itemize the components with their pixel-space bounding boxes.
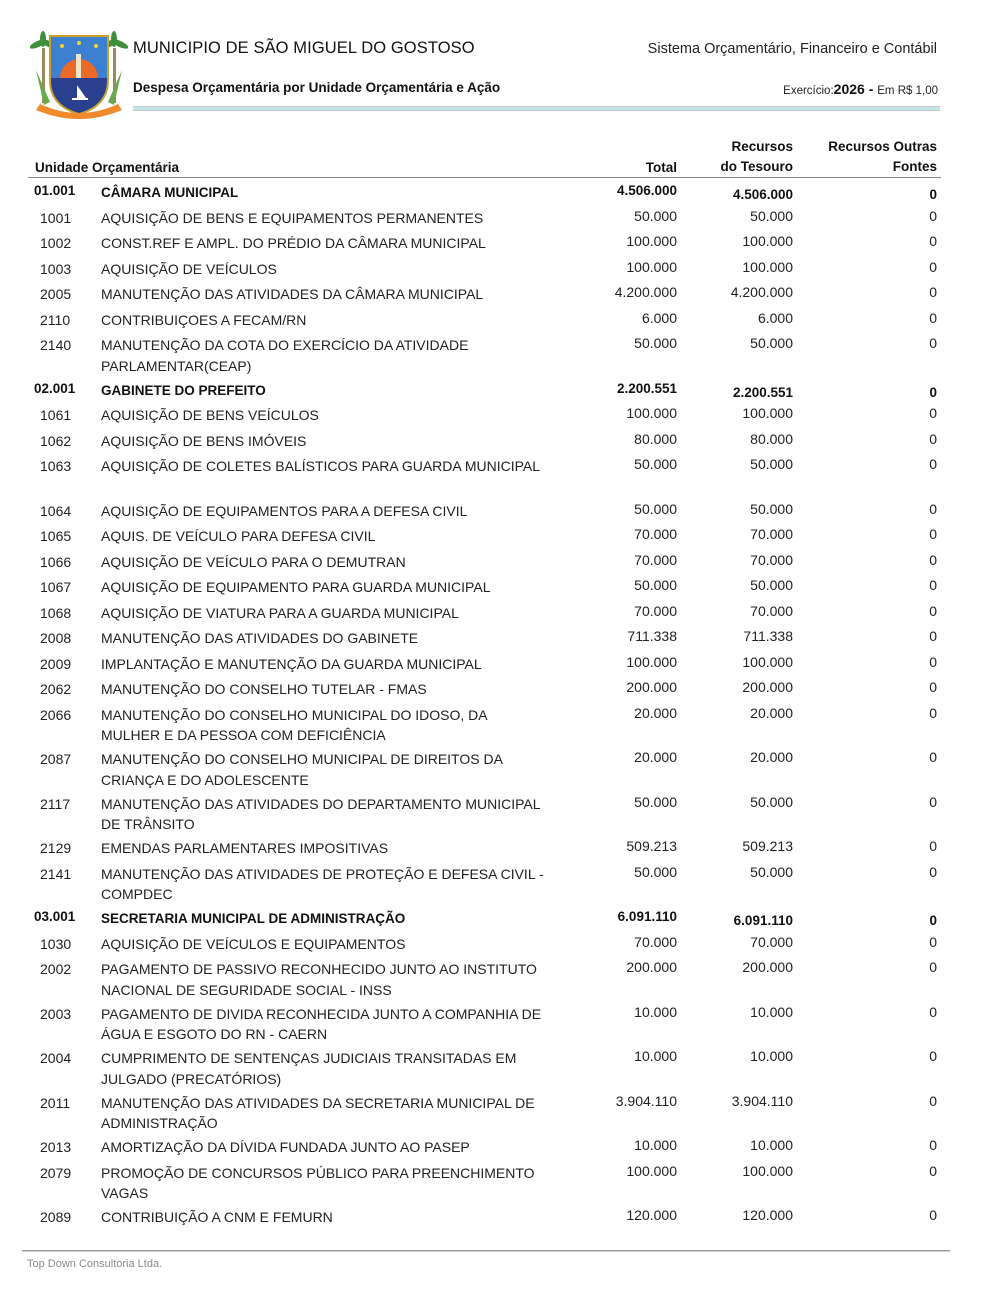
total-value: 6.000 — [641, 309, 677, 326]
outras-fontes-value: 0 — [929, 1207, 937, 1223]
total-value: 10.000 — [634, 1137, 677, 1153]
unit-name: GABINETE DO PREFEITO — [101, 382, 266, 398]
column-header-tesouro-line2: do Tesouro — [720, 159, 793, 174]
total-value: 200.000 — [626, 959, 677, 975]
expense-table — [28, 135, 941, 1229]
outras-fontes-value: 0 — [929, 749, 937, 765]
action-description: PAGAMENTO DE DIVIDA RECONHECIDA JUNTO A COMPANHIA DE ÁGUA E ESGOTO DO RN - CAERN — [101, 1005, 542, 1042]
action-description: MANUTENÇÃO DAS ATIVIDADES DA CÂMARA MUNICIPAL — [101, 286, 484, 302]
header-divider — [133, 106, 940, 111]
action-row — [28, 522, 941, 548]
action-code: 2117 — [40, 795, 71, 812]
unit-row — [28, 904, 941, 930]
action-code: 2004 — [40, 1050, 72, 1066]
total-value: 20.000 — [634, 749, 677, 765]
action-row — [28, 675, 941, 701]
action-row — [28, 955, 941, 1000]
tesouro-value: 4.506.000 — [732, 187, 793, 202]
action-description: AQUISIÇÃO DE VEÍCULOS E EQUIPAMENTOS — [101, 935, 406, 952]
action-code: 1062 — [40, 432, 72, 449]
action-code: 1030 — [40, 935, 72, 952]
tesouro-value: 100.000 — [742, 405, 793, 421]
action-description: MANUTENÇÃO DAS ATIVIDADES DO GABINETE — [101, 630, 419, 646]
action-row — [28, 452, 941, 497]
action-code: 2129 — [40, 840, 72, 856]
column-header-tesouro-line1: Recursos — [731, 139, 793, 154]
outras-fontes-value: 0 — [929, 405, 937, 421]
action-row — [28, 860, 941, 905]
fiscal-year-value: 2026 — [833, 81, 865, 97]
action-row — [28, 1203, 941, 1229]
column-header-outras-line1: Recursos Outras — [828, 139, 937, 154]
action-row — [28, 1159, 941, 1204]
outras-fontes-value: 0 — [929, 526, 937, 542]
tesouro-value: 50.000 — [750, 456, 793, 472]
system-name: Sistema Orçamentário, Financeiro e Contábil — [647, 41, 937, 57]
unit-row — [28, 376, 941, 402]
total-value: 50.000 — [634, 456, 677, 472]
tesouro-value: 80.000 — [750, 430, 793, 447]
outras-fontes-value: 0 — [929, 793, 937, 810]
action-description: CONTRIBUIÇOES A FECAM/RN — [101, 311, 307, 328]
outras-fontes-value: 0 — [929, 679, 937, 695]
tesouro-value: 4.200.000 — [730, 284, 793, 300]
action-row — [28, 255, 941, 281]
unit-code: 01.001 — [34, 183, 76, 198]
tesouro-value: 120.000 — [742, 1207, 793, 1223]
outras-fontes-value: 0 — [929, 913, 937, 928]
total-value: 80.000 — [634, 430, 677, 447]
action-description: MANUTENÇÃO DAS ATIVIDADES DA SECRETARIA MUNICIPAL DE ADMINISTRAÇÃO — [101, 1094, 535, 1131]
tesouro-value: 200.000 — [742, 959, 793, 975]
total-value: 70.000 — [634, 526, 677, 542]
outras-fontes-value: 0 — [929, 1003, 937, 1020]
footer-company: Top Down Consultoria Ltda. — [27, 1258, 163, 1270]
tesouro-value: 6.000 — [757, 309, 793, 326]
outras-fontes-value: 0 — [929, 1137, 937, 1153]
tesouro-value: 50.000 — [750, 793, 793, 810]
outras-fontes-value: 0 — [929, 838, 937, 854]
unit-code: 03.001 — [34, 909, 76, 924]
footer-divider — [22, 1250, 950, 1252]
total-value: 100.000 — [626, 1162, 677, 1179]
outras-fontes-value: 0 — [929, 335, 937, 351]
column-header-tesouro — [721, 137, 794, 177]
action-row — [28, 650, 941, 676]
tesouro-value: 70.000 — [750, 933, 793, 950]
currency-unit: Em R$ 1,00 — [877, 85, 938, 97]
unit-row — [28, 178, 941, 204]
action-description: AQUISIÇÃO DE EQUIPAMENTOS PARA A DEFESA CIVIL — [101, 502, 468, 519]
total-value: 70.000 — [634, 551, 677, 568]
total-value: 3.904.110 — [615, 1092, 677, 1109]
total-value: 50.000 — [634, 500, 677, 517]
total-value: 711.338 — [627, 628, 677, 644]
tesouro-value: 10.000 — [750, 1003, 793, 1020]
action-row — [28, 599, 941, 625]
action-code: 2003 — [40, 1005, 72, 1022]
action-code: 1001 — [40, 209, 72, 226]
outras-fontes-value: 0 — [929, 551, 937, 568]
unit-name: SECRETARIA MUNICIPAL DE ADMINISTRAÇÃO — [101, 911, 406, 926]
action-code: 2079 — [40, 1164, 72, 1181]
action-row — [28, 306, 941, 332]
action-description: EMENDAS PARLAMENTARES IMPOSITIVAS — [101, 840, 389, 856]
action-description: AQUISIÇÃO DE COLETES BALÍSTICOS PARA GUARDA MUNICIPAL — [101, 458, 541, 474]
action-row — [28, 1000, 941, 1045]
action-row — [28, 1133, 941, 1159]
total-value: 50.000 — [634, 335, 677, 351]
tesouro-value: 70.000 — [750, 551, 793, 568]
total-value: 50.000 — [634, 793, 677, 810]
action-description: AQUIS. DE VEÍCULO PARA DEFESA CIVIL — [101, 528, 376, 544]
action-code: 2011 — [40, 1094, 71, 1111]
action-description: AQUISIÇÃO DE VEÍCULO PARA O DEMUTRAN — [101, 553, 406, 570]
action-description: AQUISIÇÃO DE VEÍCULOS — [101, 260, 277, 277]
action-code: 2089 — [40, 1209, 72, 1225]
tesouro-value: 50.000 — [750, 863, 793, 880]
tesouro-value: 200.000 — [742, 679, 793, 695]
action-description: AMORTIZAÇÃO DA DÍVIDA FUNDADA JUNTO AO PASEP — [101, 1139, 470, 1155]
action-description: IMPLANTAÇÃO E MANUTENÇÃO DA GUARDA MUNICIPAL — [101, 655, 482, 672]
tesouro-value: 70.000 — [750, 602, 793, 619]
action-row — [28, 204, 941, 230]
tesouro-value: 10.000 — [750, 1048, 793, 1064]
total-value: 10.000 — [634, 1048, 677, 1064]
table-header — [28, 135, 941, 178]
action-code: 2013 — [40, 1139, 72, 1155]
tesouro-value: 70.000 — [750, 526, 793, 542]
action-row — [28, 930, 941, 956]
action-code: 1002 — [40, 235, 72, 251]
tesouro-value: 20.000 — [750, 704, 793, 721]
outras-fontes-value: 0 — [929, 863, 937, 880]
action-row — [28, 497, 941, 523]
action-description: AQUISIÇÃO DE VIATURA PARA A GUARDA MUNICIPAL — [101, 604, 459, 621]
action-row — [28, 834, 941, 860]
action-row — [28, 701, 941, 746]
outras-fontes-value: 0 — [929, 653, 937, 670]
report-title: Despesa Orçamentária por Unidade Orçamentária e Ação — [133, 80, 501, 95]
total-value: 20.000 — [634, 704, 677, 721]
action-code: 2141 — [40, 865, 72, 882]
action-description: AQUISIÇÃO DE BENS VEÍCULOS — [101, 407, 319, 423]
action-description: MANUTENÇÃO DO CONSELHO TUTELAR - FMAS — [101, 681, 427, 697]
outras-fontes-value: 0 — [929, 1162, 937, 1179]
outras-fontes-value: 0 — [929, 187, 937, 202]
action-row — [28, 548, 941, 574]
outras-fontes-value: 0 — [929, 284, 937, 300]
total-value: 4.506.000 — [616, 183, 677, 198]
total-value: 100.000 — [626, 405, 677, 421]
total-value: 50.000 — [634, 207, 677, 224]
action-code: 1066 — [40, 553, 72, 570]
action-code: 2140 — [40, 337, 72, 353]
action-code: 2009 — [40, 655, 72, 672]
action-code: 2002 — [40, 961, 72, 977]
action-row — [28, 573, 941, 599]
action-row — [28, 229, 941, 255]
action-row — [28, 280, 941, 306]
tesouro-value: 2.200.551 — [732, 384, 793, 400]
table-body — [28, 178, 941, 1229]
total-value: 100.000 — [626, 233, 677, 249]
outras-fontes-value: 0 — [929, 456, 937, 472]
column-header-unit: Unidade Orçamentária — [35, 160, 180, 175]
tesouro-value: 50.000 — [750, 335, 793, 351]
total-value: 200.000 — [626, 679, 677, 695]
tesouro-value: 50.000 — [750, 207, 793, 224]
tesouro-value: 100.000 — [742, 1162, 793, 1179]
action-row — [28, 624, 941, 650]
outras-fontes-value: 0 — [929, 577, 937, 593]
tesouro-value: 50.000 — [750, 500, 793, 517]
action-row — [28, 790, 941, 835]
outras-fontes-value: 0 — [929, 309, 937, 326]
municipality-name: MUNICIPIO DE SÃO MIGUEL DO GOSTOSO — [133, 39, 475, 57]
action-code: 1065 — [40, 528, 72, 544]
fiscal-year-info — [783, 81, 938, 97]
action-description: AQUISIÇÃO DE BENS E EQUIPAMENTOS PERMANENTES — [101, 209, 484, 226]
action-code: 2062 — [40, 681, 72, 697]
tesouro-value: 10.000 — [750, 1137, 793, 1153]
total-value: 2.200.551 — [616, 380, 677, 396]
action-description: CONST.REF E AMPL. DO PRÉDIO DA CÂMARA MUNICIPAL — [101, 235, 486, 251]
tesouro-value: 509.213 — [742, 838, 793, 854]
tesouro-value: 6.091.110 — [733, 913, 793, 928]
outras-fontes-value: 0 — [929, 384, 937, 400]
total-value: 70.000 — [634, 933, 677, 950]
outras-fontes-value: 0 — [929, 207, 937, 224]
outras-fontes-value: 0 — [929, 1092, 937, 1109]
action-code: 1068 — [40, 604, 72, 621]
action-row — [28, 745, 941, 790]
action-row — [28, 401, 941, 427]
action-description: MANUTENÇÃO DO CONSELHO MUNICIPAL DE DIREITOS DA CRIANÇA E DO ADOLESCENTE — [101, 751, 503, 788]
total-value: 100.000 — [626, 653, 677, 670]
action-row — [28, 427, 941, 453]
total-value: 4.200.000 — [614, 284, 677, 300]
action-description: MANUTENÇÃO DAS ATIVIDADES DO DEPARTAMENTO MUNICIPAL DE TRÂNSITO — [101, 795, 540, 832]
action-description: CUMPRIMENTO DE SENTENÇAS JUDICIAIS TRANSITADAS EM JULGADO (PRECATÓRIOS) — [101, 1050, 517, 1087]
action-code: 1067 — [40, 579, 72, 595]
action-row — [28, 1044, 941, 1089]
outras-fontes-value: 0 — [929, 1048, 937, 1064]
action-description: MANUTENÇÃO DA COTA DO EXERCÍCIO DA ATIVIDADE PARLAMENTAR(CEAP) — [101, 337, 469, 374]
action-code: 1061 — [40, 407, 72, 423]
outras-fontes-value: 0 — [929, 258, 937, 275]
action-code: 2066 — [40, 706, 72, 723]
outras-fontes-value: 0 — [929, 628, 937, 644]
action-code: 2005 — [40, 286, 72, 302]
action-code: 1064 — [40, 502, 72, 519]
action-code: 1063 — [40, 458, 72, 474]
column-header-outras — [828, 137, 937, 177]
outras-fontes-value: 0 — [929, 704, 937, 721]
outras-fontes-value: 0 — [929, 430, 937, 447]
action-description: PROMOÇÃO DE CONCURSOS PÚBLICO PARA PREENCHIMENTO VAGAS — [101, 1164, 535, 1201]
tesouro-value: 100.000 — [742, 233, 793, 249]
tesouro-value: 20.000 — [750, 749, 793, 765]
unit-name: CÂMARA MUNICIPAL — [101, 185, 239, 200]
action-code: 2087 — [40, 751, 72, 767]
outras-fontes-value: 0 — [929, 500, 937, 517]
action-row — [28, 1089, 941, 1134]
tesouro-value: 100.000 — [742, 653, 793, 670]
action-description: MANUTENÇÃO DAS ATIVIDADES DE PROTEÇÃO E DEFESA CIVIL - COMPDEC — [101, 865, 544, 902]
municipal-coat-of-arms-icon — [30, 30, 128, 120]
fiscal-year-label: Exercício: — [783, 85, 834, 97]
total-value: 6.091.110 — [617, 909, 677, 924]
action-code: 2008 — [40, 630, 72, 646]
tesouro-value: 3.904.110 — [731, 1092, 793, 1109]
action-description: MANUTENÇÃO DO CONSELHO MUNICIPAL DO IDOSO, DA MULHER E DA PESSOA COM DEFICIÊNCIA — [101, 706, 487, 743]
column-header-outras-line2: Fontes — [892, 159, 937, 174]
column-header-total: Total — [645, 160, 677, 175]
action-row — [28, 331, 941, 376]
unit-code: 02.001 — [34, 380, 76, 396]
action-description: AQUISIÇÃO DE EQUIPAMENTO PARA GUARDA MUNICIPAL — [101, 579, 491, 595]
action-description: PAGAMENTO DE PASSIVO RECONHECIDO JUNTO AO INSTITUTO NACIONAL DE SEGURIDADE SOCIAL - INSS — [101, 961, 537, 998]
action-code: 2110 — [40, 311, 71, 328]
total-value: 100.000 — [626, 258, 677, 275]
tesouro-value: 711.338 — [743, 628, 793, 644]
total-value: 120.000 — [626, 1207, 677, 1223]
tesouro-value: 100.000 — [742, 258, 793, 275]
total-value: 50.000 — [634, 863, 677, 880]
action-description: CONTRIBUIÇÃO A CNM E FEMURN — [101, 1209, 333, 1225]
outras-fontes-value: 0 — [929, 959, 937, 975]
fiscal-year-separator: - — [864, 81, 878, 97]
tesouro-value: 50.000 — [750, 577, 793, 593]
action-description: AQUISIÇÃO DE BENS IMÓVEIS — [101, 432, 307, 449]
outras-fontes-value: 0 — [929, 233, 937, 249]
action-code: 1003 — [40, 260, 72, 277]
total-value: 509.213 — [626, 838, 677, 854]
outras-fontes-value: 0 — [929, 933, 937, 950]
outras-fontes-value: 0 — [929, 602, 937, 619]
total-value: 70.000 — [634, 602, 677, 619]
total-value: 50.000 — [634, 577, 677, 593]
total-value: 10.000 — [634, 1003, 677, 1020]
